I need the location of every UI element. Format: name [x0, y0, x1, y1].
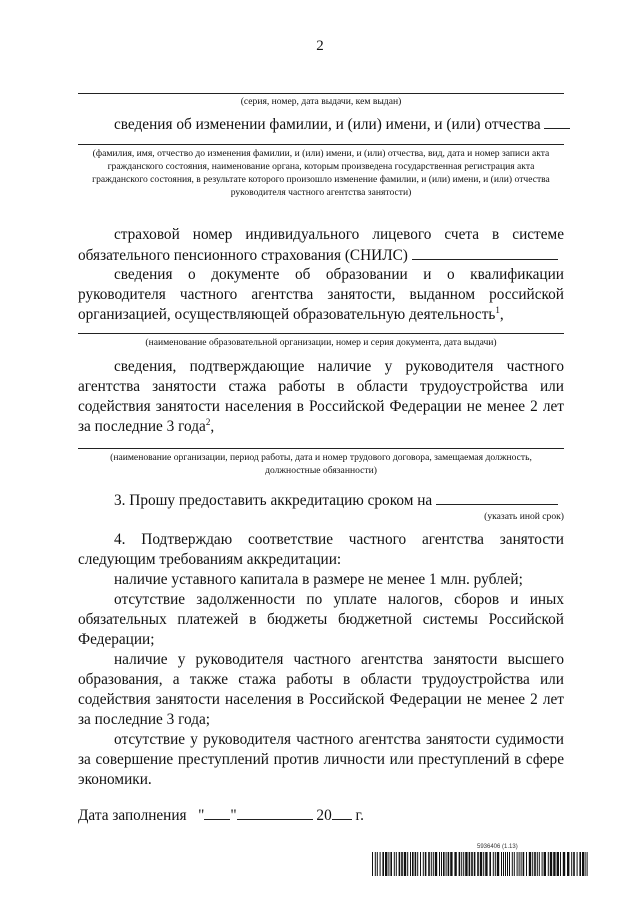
snils-label: обязательного пенсионного страхования (СНИЛС): [78, 247, 408, 264]
term-blank[interactable]: [436, 490, 558, 505]
passport-caption: (серия, номер, дата выдачи, кем выдан): [240, 96, 402, 107]
snils-line-1: страховой номер индивидуального лицевого счета в системе: [114, 226, 564, 243]
requirement-3: наличие у руководителя частного агентства занятости высшего образования, а также стажа работы в области трудоустройства или содействия занятости населения в Российской Федерации не менее 2 лет за последние 3 года;: [78, 651, 564, 728]
passport-rule: [78, 93, 564, 94]
education-text: сведения о документе об образовании и о квалификации руководителя частного агентства занятости, выданном российской организацией, осуществляющей образовательную деятельность: [78, 266, 564, 323]
education-tail: ,: [499, 306, 504, 323]
experience-tail: ,: [210, 418, 215, 435]
snils-line-2: [78, 245, 564, 266]
education-caption: (наименование образовательной организации, номер и серия документа, дата выдачи): [145, 337, 497, 348]
education-rule: [78, 333, 564, 334]
date-quote-close: ": [230, 807, 237, 824]
date-label: Дата заполнения: [78, 807, 187, 824]
snils-blank[interactable]: [412, 245, 558, 260]
day-blank[interactable]: [204, 805, 230, 820]
footnote-1: 1: [495, 304, 500, 315]
item3-line: [114, 490, 564, 511]
year-suffix: г.: [355, 807, 364, 824]
experience-text: сведения, подтверждающие наличие у руководителя частного агентства занятости стажа работы в области трудоустройства или содействия занятости населения в Российской Федерации не менее 2 лет за последние 3 года: [78, 358, 564, 435]
requirement-4: отсутствие у руководителя частного агентства занятости судимости за совершение преступлений против личности или преступлений в сфере экономики.: [78, 731, 564, 788]
item4-intro: 4. Подтверждаю соответствие частного агентства занятости следующим требованиям аккредитации:: [78, 531, 564, 568]
name-change-blank[interactable]: [544, 114, 570, 129]
month-blank[interactable]: [237, 805, 313, 820]
term-caption: (указать иной срок): [484, 511, 564, 522]
item3-text: 3. Прошу предоставить аккредитацию сроком на: [114, 492, 433, 509]
year-blank[interactable]: [332, 805, 352, 820]
date-quote-open: ": [198, 807, 205, 824]
experience-paragraph: [78, 357, 564, 437]
requirement-1: наличие уставного капитала в размере не менее 1 млн. рублей;: [114, 571, 523, 588]
year-prefix: 20: [316, 807, 332, 824]
barcode-icon: [372, 852, 588, 876]
date-line: [78, 805, 564, 826]
name-change-rule: [78, 144, 564, 145]
requirement-2: отсутствие задолженности по уплате налогов, сборов и иных обязательных платежей в бюджеты бюджетной системы Российской Федерации;: [78, 591, 564, 648]
name-change-line: [114, 114, 564, 135]
barcode-number: 5936406 (1.13): [477, 844, 518, 850]
name-change-label: сведения об изменении фамилии, и (или) имени, и (или) отчества: [114, 116, 541, 133]
experience-caption: (наименование организации, период работы, дата и номер трудового договора, замещаемая должность, должностные обязанности): [110, 452, 532, 476]
experience-rule: [78, 448, 564, 449]
name-change-caption: (фамилия, имя, отчество до изменения фамилии, и (или) имени, и (или) отчества, вид, дата и номер записи акта гражданского состояния, наименование органа, которым произведена государственная регистрация акта гражданского состояния, в результате которого произошло изменение фамилии, и (или) имени, и (или) отчества руководителя частного агентства занятости): [92, 148, 550, 198]
page-number: 2: [316, 38, 324, 54]
education-paragraph: [78, 265, 564, 325]
footnote-2: 2: [205, 416, 211, 427]
